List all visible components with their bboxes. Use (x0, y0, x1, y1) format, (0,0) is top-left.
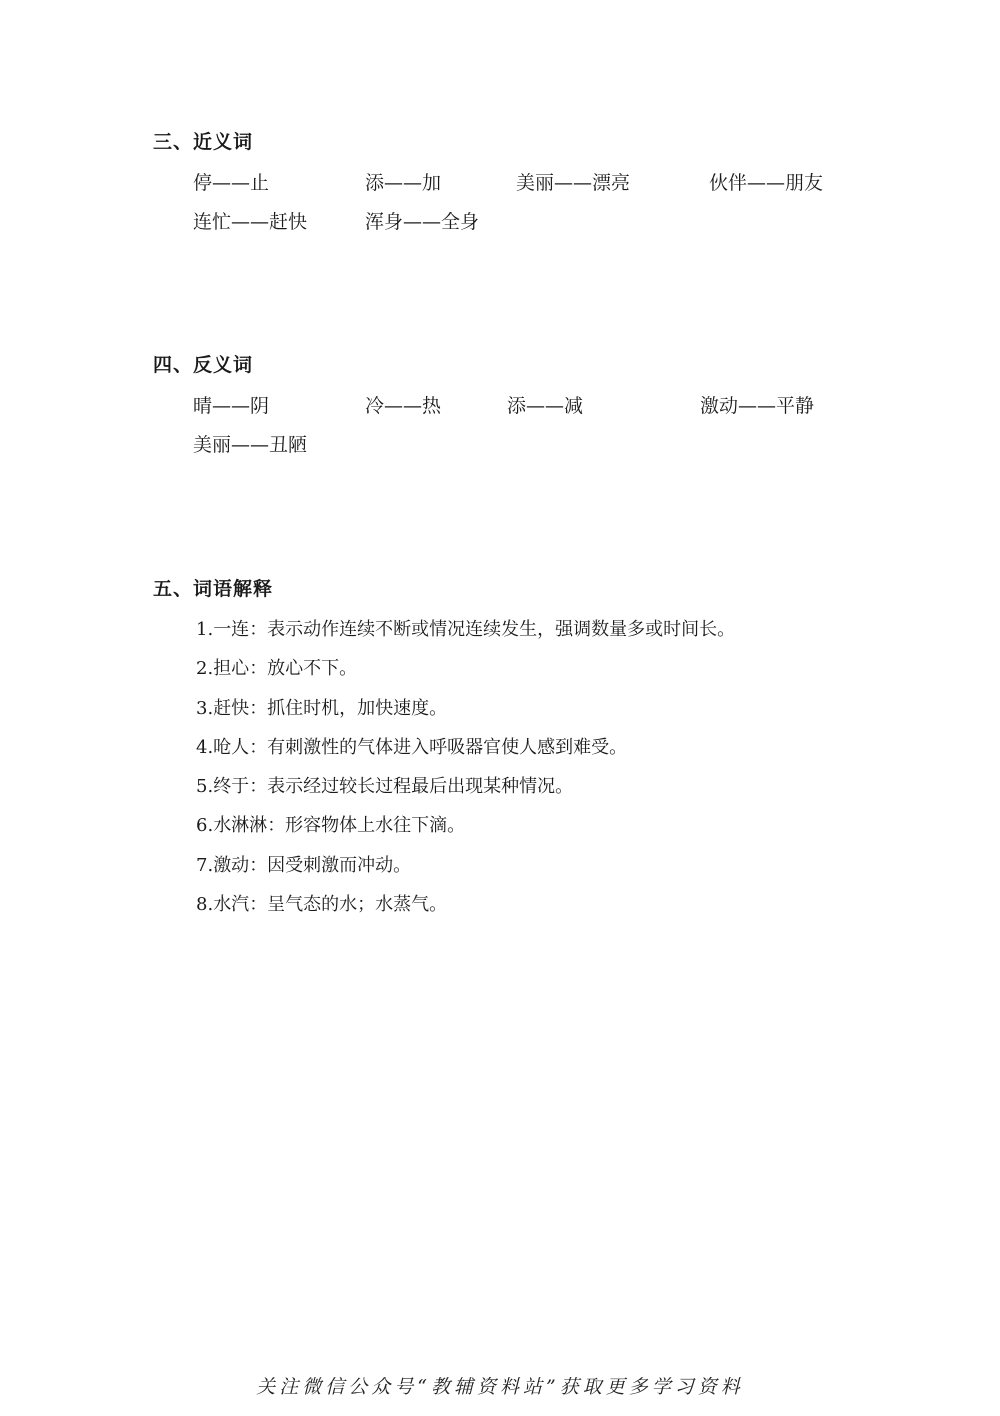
definition-text: ：形容物体上水往下滴。 (267, 815, 466, 837)
definitions-list (196, 613, 873, 927)
synonym-pair: 浑身——全身 (365, 211, 480, 233)
definition-item (196, 652, 873, 691)
definition-number: 5. (196, 776, 214, 798)
definition-number: 6. (196, 815, 214, 837)
definition-item (196, 809, 873, 848)
synonym-pair: 美丽——漂亮 (516, 172, 631, 194)
antonyms-title: 四、反义词 (153, 354, 254, 376)
definition-item (196, 731, 873, 770)
definition-text: ：有刺激性的气体进入呼吸器官使人感到难受。 (249, 736, 628, 758)
definition-number: 7. (196, 854, 214, 876)
antonym-pair: 激动——平静 (700, 395, 815, 417)
definition-term: 激动 (213, 854, 250, 876)
definitions-title: 五、词语解释 (153, 578, 274, 600)
definition-number: 1. (196, 619, 214, 640)
antonym-pair: 添——减 (507, 395, 584, 417)
definition-text: ：因受刺激而冲动。 (249, 854, 412, 876)
definition-term: 终于 (213, 776, 250, 798)
definition-term: 呛人 (213, 736, 250, 758)
definition-term: 水淋淋 (213, 815, 268, 837)
definition-item (196, 849, 873, 888)
definition-number: 3. (196, 697, 214, 719)
definition-text: ：表示经过较长过程最后出现某种情况。 (249, 776, 574, 798)
definition-term: 水汽 (213, 894, 250, 916)
definition-term: 担心 (213, 658, 250, 680)
definition-item (196, 692, 873, 731)
synonyms-section (153, 128, 873, 244)
synonym-pair: 添——加 (365, 172, 442, 194)
definition-item (196, 888, 873, 927)
definition-term: 一连 (213, 619, 250, 640)
definition-text: ：表示动作连续不断或情况连续发生，强调数量多或时间长。 (249, 619, 736, 640)
definition-item (196, 770, 873, 809)
definition-item (196, 613, 873, 652)
definition-text: ：放心不下。 (249, 658, 358, 680)
synonym-pair: 停——止 (193, 172, 270, 194)
synonyms-row-1 (193, 166, 873, 205)
synonyms-title: 三、近义词 (153, 131, 254, 153)
definition-number: 8. (196, 894, 214, 916)
synonym-pair: 连忙——赶快 (193, 211, 308, 233)
antonyms-section (153, 351, 873, 467)
definition-number: 2. (196, 658, 214, 680)
antonym-pair: 美丽——丑陋 (193, 434, 308, 456)
definition-text: ：呈气态的水；水蒸气。 (249, 894, 448, 916)
antonym-pair: 冷——热 (365, 395, 442, 417)
synonyms-row-2 (193, 205, 873, 244)
antonym-pair: 晴——阴 (193, 395, 270, 417)
antonyms-row-2 (193, 428, 873, 467)
definitions-section (153, 575, 873, 927)
antonyms-row-1 (193, 389, 873, 428)
footer-promo-text: 关注微信公众号“教辅资料站”获取更多学习资料 (256, 1376, 744, 1398)
definition-term: 赶快 (213, 697, 250, 719)
synonym-pair: 伙伴——朋友 (709, 172, 824, 194)
definition-text: ：抓住时机，加快速度。 (249, 697, 448, 719)
definition-number: 4. (196, 736, 214, 758)
